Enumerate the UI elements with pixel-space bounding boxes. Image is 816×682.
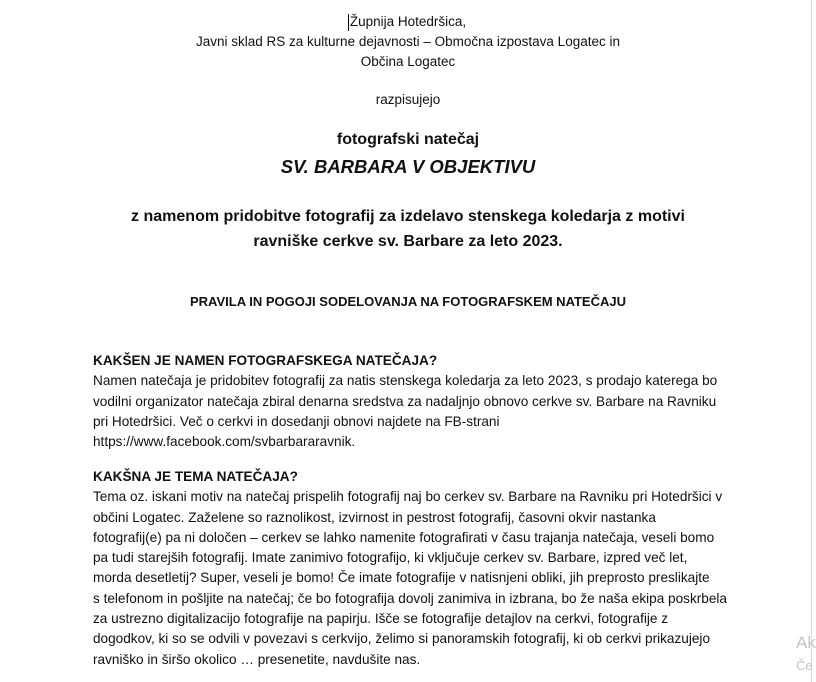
activation-watermark-subtitle: Če [796,658,813,673]
paragraph-line: https://www.facebook.com/svbarbararavnik. [93,434,356,450]
paragraph-line: ravniško in širšo okolico … presenetite, navdušite nas. [93,651,421,667]
org-line-2: Javni sklad RS za kulturne dejavnosti – Območna izpostava Logatec in [196,34,620,49]
paragraph-line: pa tudi starejših fotografij. Imate zanimivo fotografijo, ki vključuje cerkev sv. Barbare, izpred več let, [93,550,688,566]
paragraph-line: za ustrezno digitalizacijo fotografije na papirju. Išče se fotografije detajlov na cerkvi, fotografije z [93,611,669,627]
paragraph-line: dogodkov, ki so se odvili v povezavi s cerkvijo, želimo si panoramskih fotografij, ki ob cerkvi prikazujejo [93,631,711,647]
section-heading: KAKŠEN JE NAMEN FOTOGRAFSKEGA NATEČAJA? [93,353,438,368]
paragraph-line: vodilni organizator natečaja zbiral denarna sredstva za nadaljnjo obnovo cerkve sv. Barbare na Ravniku [93,393,717,409]
paragraph-line: fotografij(e) pa ni določen – cerkev se lahko namenite fotografirati v času trajanja natečaja, veseli bomo [93,529,715,545]
rules-heading: PRAVILA IN POGOJI SODELOVANJA NA FOTOGRAFSKEM NATEČAJU [189,294,626,309]
announce-text: razpisujejo [375,92,441,107]
paragraph-line: občini Logatec. Zaželene so raznolikost, izvirnost in pestrost fotografij, časovni okvir nastanka [93,509,656,525]
paragraph-line: s telefonom in pošljite na natečaj; če bo fotografija dovolj zanimiva in izbrana, bo že naša ekipa poskrbela [93,590,727,606]
purpose-line-1: z namenom pridobitve fotografij za izdelavo stenskega koledarja z motivi [131,208,685,225]
paragraph-line: Tema oz. iskani motiv na natečaj prispelih fotografij naj bo cerkev sv. Barbare na Ravniku pri Hotedršici v [93,489,723,505]
section-theme [93,467,733,670]
section-purpose [93,351,733,452]
paragraph-line: morda desetletij? Super, veseli je bomo! Če imate fotografije v natisnjeni obliki, jih preprosto preslikajte [93,570,710,586]
section-heading: KAKŠNA JE TEMA NATEČAJA? [93,469,298,484]
contest-name: SV. BARBARA V OBJEKTIVU [280,156,536,177]
paragraph-line: Namen natečaja je pridobitev fotografij za natis stenskega koledarja za leto 2023, s prodajo katerega bo [93,373,718,389]
paragraph-line: pri Hotedršici. Več o cerkvi in dosedanji obnovi najdete na FB-strani [93,413,500,429]
activation-watermark-title: Ak [796,633,816,652]
purpose-line-2: ravniške cerkve sv. Barbare za leto 2023. [253,233,563,250]
org-line-3: Občina Logatec [360,54,456,69]
contest-title: fotografski natečaj [336,131,480,148]
org-line-1: Župnija Hotedršica, [349,14,467,29]
